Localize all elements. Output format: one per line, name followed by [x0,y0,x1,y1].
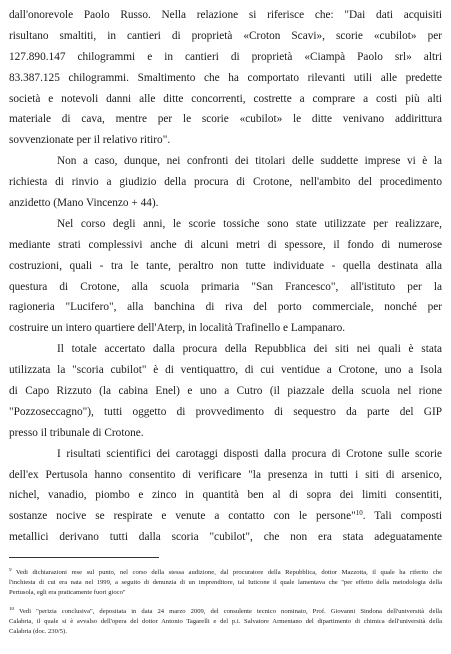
footnote-line: Pertusola, egli era praticamente fuori gioco" [9,589,126,596]
footnotes [9,557,442,637]
text-line: questura di Crotone, alla scuola primaria "San Francesco", all'istituto per la [9,280,442,293]
text-line: Nel corso degli anni, le scorie tossiche sono state utilizzate per realizzare, [57,217,442,230]
footnote-line [9,607,442,617]
footnote-mark: 10 [9,607,14,612]
text-line: 127.890.147 chilogrammi e in cantieri di proprietà «Ciampà Paolo srl» altri [9,50,442,63]
paragraph-4 [9,339,442,443]
text-line: di Capo Rizzuto (la cabina Enel) e uno a Cutro (il piazzale della scuola nel rione [9,385,442,398]
paragraph-1 [9,5,442,151]
footnote-text: Vedi "perizia conclusiva", depositata in data 24 marzo 2009, del consulente tecnico nominato, Prof. Giovanni Sindona dell'università della [18,608,442,615]
text-line: metallici derivano tutti dalla scoria "cubilot", che non era stata adeguatamente [9,531,442,544]
text-line: costruire un intero quartiere dell'Aterp, in località Trafinello e Lampanaro. [9,322,346,335]
paragraph-2 [9,151,442,214]
text-line-with-footnote-ref [9,506,442,527]
footnote-10 [9,607,442,637]
footnote-ref-10[interactable]: 10 [355,509,363,518]
text-line: ragioneria "Lucifero", alla banchina di riva del porto commerciale, nonché per [9,301,442,314]
paragraph-5 [9,444,442,548]
text-line: sovvenzionate per il relativo ritiro". [9,134,171,147]
text-line: mediante strati complessivi anche di alcuni metri di spessore, il fondo di numerose [9,238,442,251]
text-line: nichel, vanadio, piombo e zinco in quantità ben al di sopra dei limiti consentiti, [9,489,442,502]
footnote-divider [9,557,159,558]
text-line: dell'ex Pertusola hanno consentito di verificare "la presenza in tutti i siti di arsenico, [9,468,442,481]
text-line: presso il tribunale di Crotone. [9,426,144,439]
text-line: anzidetto (Mano Vincenzo + 44). [9,197,159,210]
footnote-line [9,568,442,578]
footnote-9 [9,568,442,598]
ref-line-after: . Tali composti [362,510,442,523]
text-line: "Pozzoseccagno"), tutti oggetto di provvedimento di sequestro da parte del GIP [9,405,442,418]
text-line: materiale di cava, mentre per le scorie «cubilot» le ditte venivano addirittura [9,113,442,126]
footnote-line: Calabria, il quale si è avvalso dell'opera del dottor Antonio Tagarelli e del p.i. Salvatore Armentano del dipartimento di chimica dell'università della [9,618,442,625]
text-line: I risultati scientifici dei carotaggi disposti dalla procura di Crotone sulle scorie [57,447,442,460]
text-line: Il totale accertato dalla procura della Repubblica dei siti nei quali è stata [57,343,442,356]
text-line: dall'onorevole Paolo Russo. Nella relazione si riferisce che: "Dai dati acquisiti [9,9,442,21]
text-line: costruzioni, quali - tra le tante, peraltro non tutte individuate - quella destinata alla [9,259,442,272]
text-line: società e notevoli danni alle ditte concorrenti, costrette a comprare a costi più alti [9,92,442,105]
footnote-gap [9,598,442,607]
body-text [9,5,442,548]
text-line: utilizzata la "scoria cubilot" è di ventiquattro, di cui ventidue a Crotone, uno a Isola [9,364,442,377]
footnote-line: Calabria (doc. 230/5). [9,628,67,635]
text-line: 83.387.125 chilogrammi. Smaltimento che ha comportato rilevanti utili alle predette [9,71,442,84]
footnote-line: l'inchiesta di cui era nata nel 1999, a seguito di denunzia di un imprenditore, tal Iuticone il quale lamentava che "per effetto della metodologia della [9,579,442,586]
footnote-mark: 9 [9,568,12,573]
text-line: risultano smaltiti, in cantieri di proprietà «Croton Scavi», scorie «cubilot» per [9,29,442,42]
paragraph-3 [9,214,442,339]
footnote-text: Vedi dichiarazioni rese sul punto, nel corso della stessa audizione, dal procuratore della Repubblica, dottor Mazzotta, il quale ha riferito che [15,569,442,576]
ref-line-before: sostanze nocive se respirate e venute a contatto con le persone" [9,510,356,523]
text-line: richiesta di rinvio a giudizio della procura di Crotone, nell'ambito del procedimento [9,176,442,189]
text-line: Non a caso, dunque, nei confronti dei titolari delle suddette imprese vi è la [57,155,442,168]
